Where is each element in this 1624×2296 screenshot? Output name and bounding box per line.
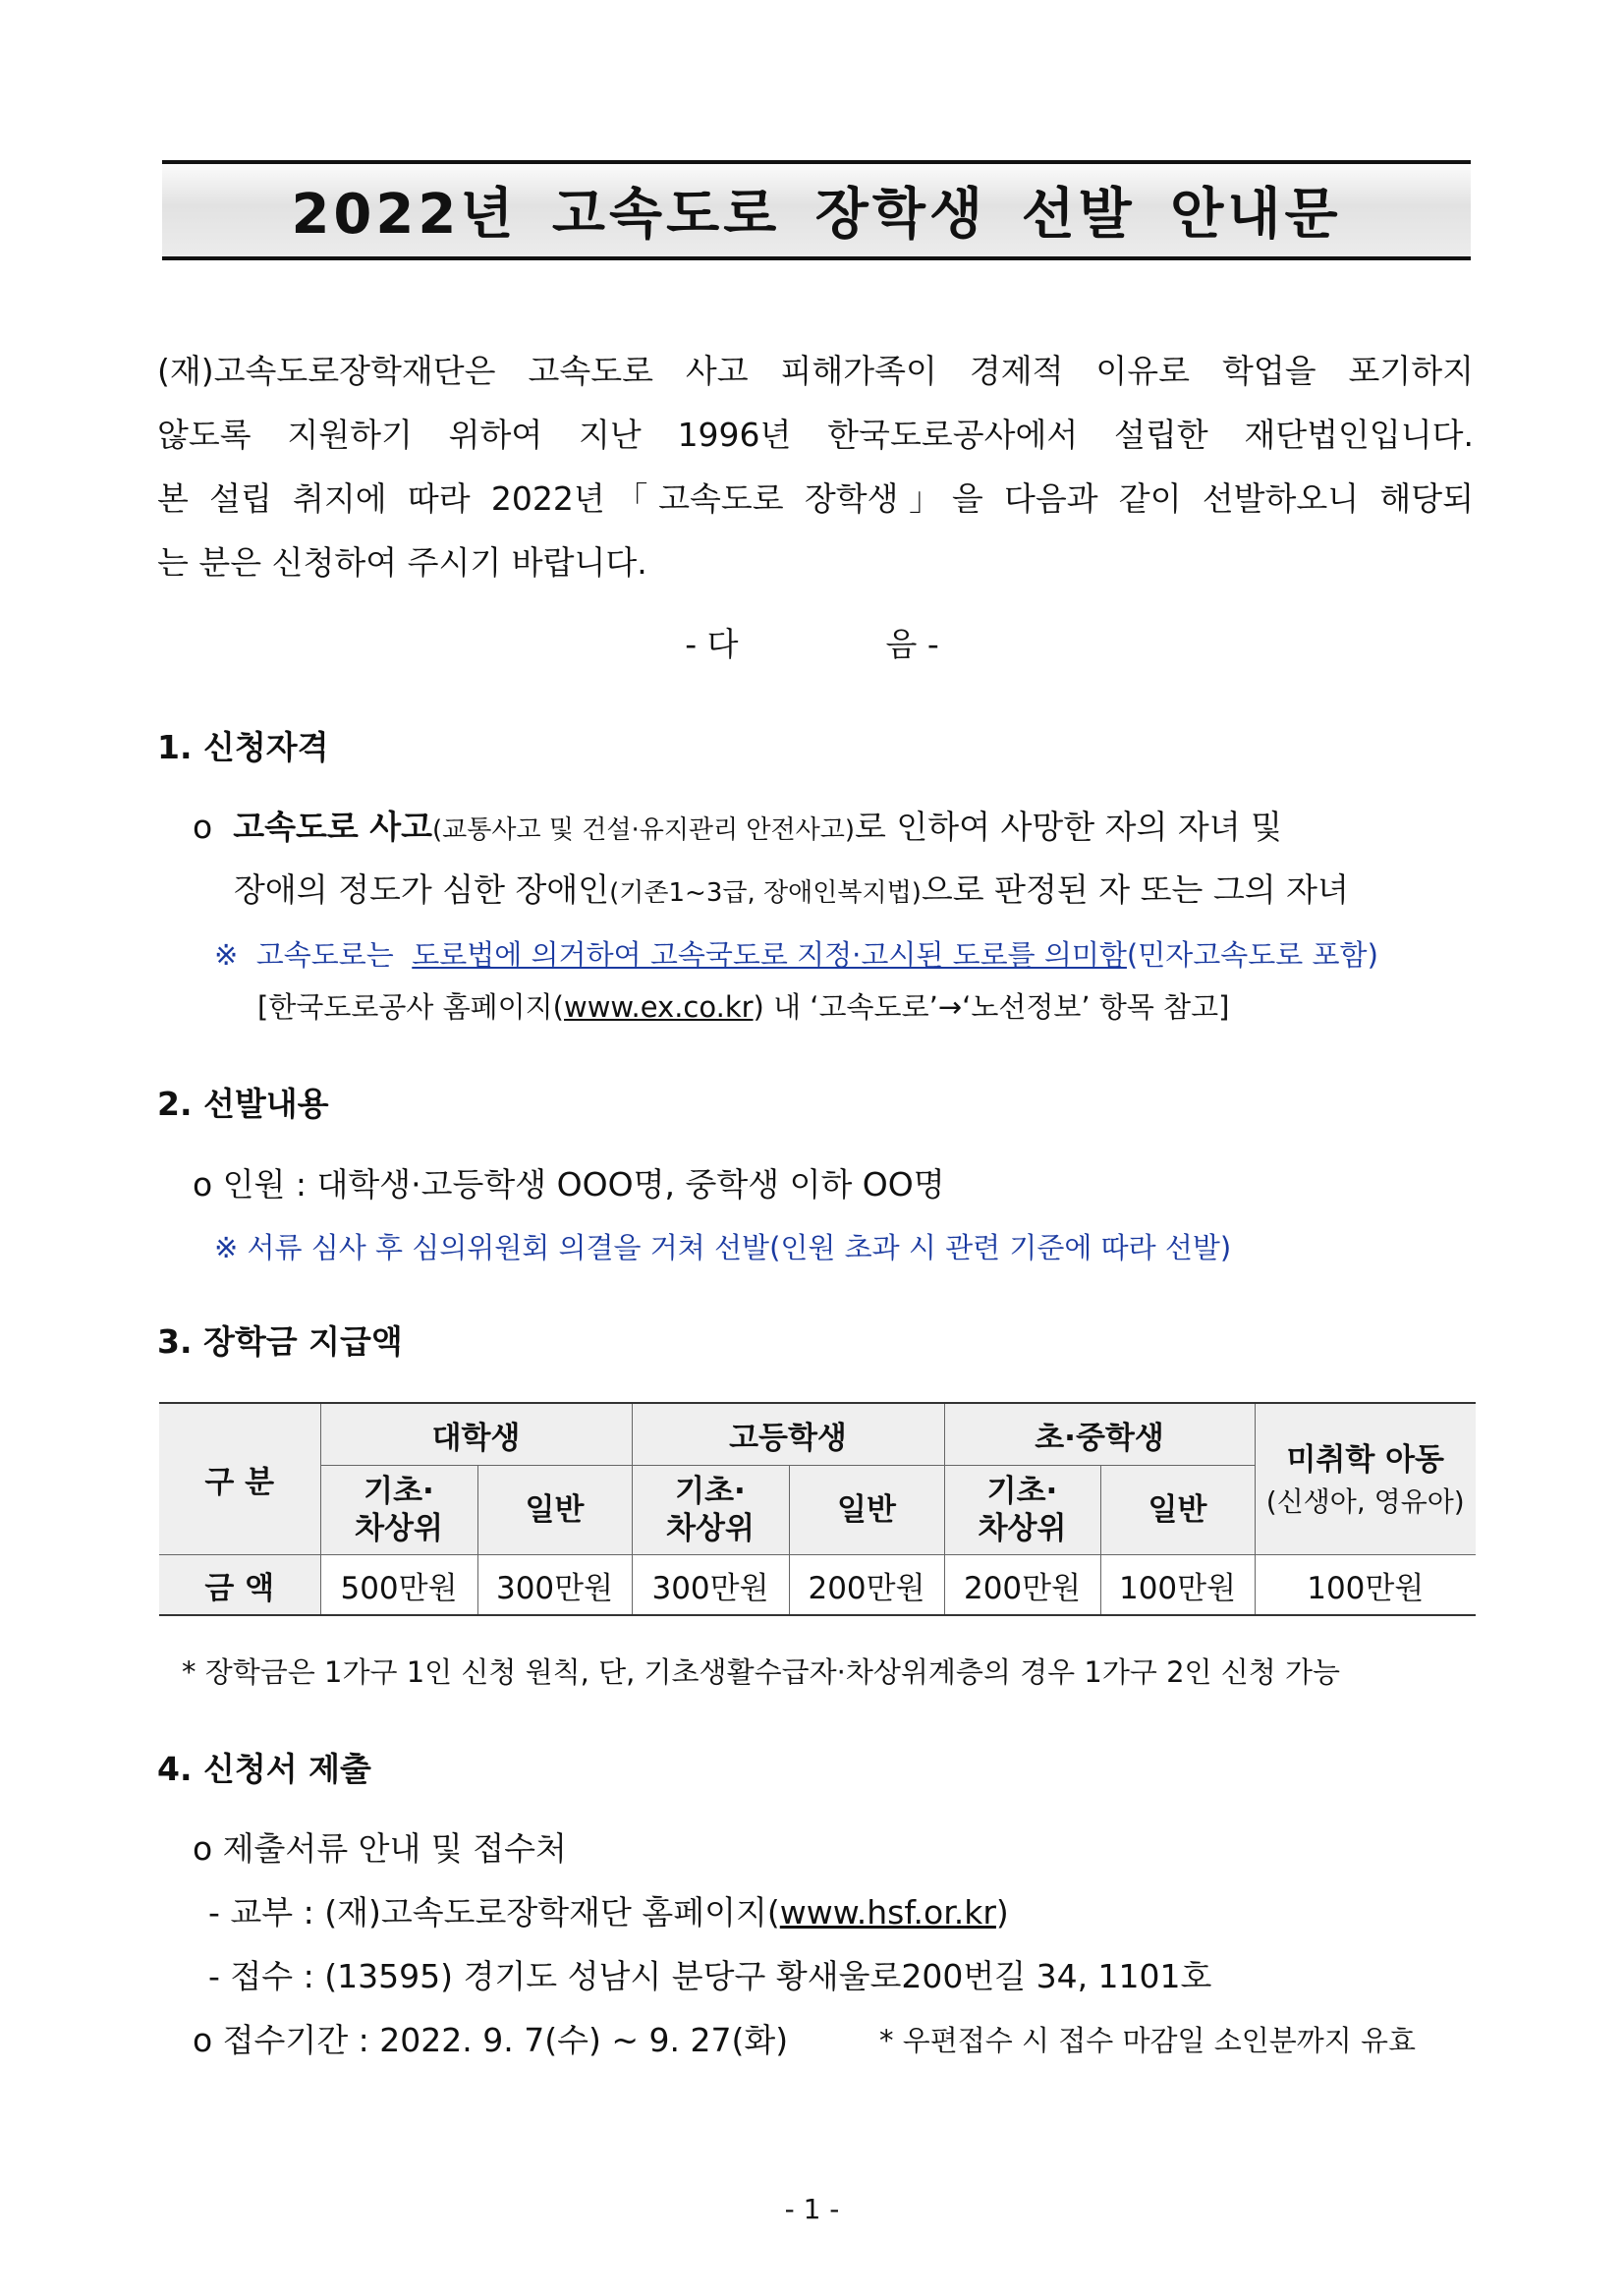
s1-note (214, 933, 1378, 974)
preschool-label: 미취학 아동 (1286, 1441, 1445, 1478)
s1-ref (257, 985, 1229, 1026)
section-2-heading: 2. 선발내용 (157, 1085, 329, 1123)
note-mark: ※ (214, 938, 239, 972)
s4-l2-a: - 교부 : (재)고속도로장학재단 홈페이지( (208, 1893, 780, 1932)
table-header-gubun: 구 분 (159, 1403, 320, 1555)
dagum-divider (0, 619, 1624, 665)
sub-univ-general: 일반 (477, 1466, 632, 1555)
sub-basic-1: 기초· (986, 1474, 1058, 1509)
s1-bold: 고속도로 사고 (233, 808, 432, 846)
s1-line-2 (234, 865, 1349, 911)
sub-high-basic (632, 1466, 789, 1555)
intro-line-2: 않도록 지원하기 위하여 지난 1996년 한국도로공사에서 설립한 재단법인입니다. (157, 416, 1474, 454)
s4-l4: o 접수기간 : 2022. 9. 7(수) ~ 9. 27(화) (193, 2021, 789, 2059)
table-header-elem-middle: 초·중학생 (944, 1403, 1255, 1466)
s1-l2-small: (기존1~3급, 장애인복지법) (609, 878, 922, 908)
s4-l4-note: * 우편접수 시 접수 마감일 소인분까지 유효 (879, 2024, 1417, 2057)
s1-line-1 (193, 802, 1282, 848)
sub-elem-general: 일반 (1100, 1466, 1255, 1555)
sub-basic-1: 기초· (675, 1474, 746, 1509)
amount-label: 금 액 (159, 1555, 320, 1616)
hsf-homepage-link[interactable]: www.hsf.or.kr (779, 1893, 996, 1932)
ex-homepage-link[interactable]: www.ex.co.kr (564, 990, 754, 1024)
sub-basic-2: 차상위 (978, 1511, 1067, 1546)
s1-rest: 로 인하여 사망한 자의 자녀 및 (855, 808, 1283, 846)
sub-univ-basic (320, 1466, 477, 1555)
intro-line-4: 는 분은 신청하여 주시기 바랍니다. (157, 543, 647, 582)
s1-note-underline: 도로법에 의거하여 고속국도로 지정·고시된 도로를 의미함 (412, 938, 1127, 972)
s4-line-3: - 접수 : (13595) 경기도 성남시 분당구 황새울로200번길 34, 1101호 (208, 1957, 1212, 1995)
s2-note: ※ 서류 심사 후 심의위원회 의결을 거쳐 선발(인원 초과 시 관련 기준에 따라 선발) (214, 1231, 1232, 1264)
amount-cell: 100만원 (1100, 1555, 1255, 1616)
s1-ref-b: ) 내 ‘고속도로’→‘노선정보’ 항목 참고] (753, 990, 1230, 1024)
section-3-heading: 3. 장학금 지급액 (157, 1322, 403, 1361)
amount-cell: 300만원 (477, 1555, 632, 1616)
s4-line-1: o 제출서류 안내 및 접수처 (193, 1829, 567, 1868)
page-number: - 1 - (784, 2193, 840, 2225)
bullet: o (193, 808, 213, 846)
sub-basic-2: 차상위 (666, 1511, 755, 1546)
table-header-highschool: 고등학생 (632, 1403, 944, 1466)
s2-line: o 인원 : 대학생·고등학생 OOO명, 중학생 이하 OO명 (193, 1165, 945, 1204)
s1-l2-b: 으로 판정된 자 또는 그의 자녀 (921, 870, 1349, 909)
page-title: 2022년 고속도로 장학생 선발 안내문 (291, 183, 1342, 247)
dagum-right: 음 - (885, 625, 939, 663)
s4-line-2 (208, 1887, 1009, 1933)
s4-l2-b: ) (995, 1893, 1009, 1932)
sub-elem-basic (944, 1466, 1100, 1555)
amount-cell: 100만원 (1255, 1555, 1476, 1616)
intro-line-3: 본 설립 취지에 따라 2022년「고속도로 장학생」을 다음과 같이 선발하오니 해당되 (157, 479, 1474, 518)
s4-line-4 (193, 2015, 788, 2061)
preschool-sub: (신생아, 영유아) (1265, 1484, 1465, 1518)
s1-note-b: (민자고속도로 포함) (1126, 938, 1378, 972)
title-box (162, 160, 1471, 260)
amount-cell: 200만원 (789, 1555, 944, 1616)
s1-small: (교통사고 및 건설·유지관리 안전사고) (431, 815, 856, 845)
intro-line-1: (재)고속도로장학재단은 고속도로 사고 피해가족이 경제적 이유로 학업을 포기하지 (157, 352, 1474, 390)
table-header-university: 대학생 (320, 1403, 632, 1466)
sub-basic-1: 기초· (364, 1474, 434, 1509)
section-4-heading: 4. 신청서 제출 (157, 1750, 371, 1788)
s1-l2-a: 장애의 정도가 심한 장애인 (234, 870, 610, 909)
s1-ref-a: [한국도로공사 홈페이지( (257, 990, 564, 1024)
dagum-left: - 다 (685, 625, 739, 663)
amount-cell: 200만원 (944, 1555, 1100, 1616)
scholarship-table (159, 1402, 1476, 1616)
sub-basic-2: 차상위 (355, 1511, 443, 1546)
s1-note-a: 고속도로는 (255, 938, 394, 972)
s3-footnote: * 장학금은 1가구 1인 신청 원칙, 단, 기초생활수급자·차상위계층의 경우 1가구 2인 신청 가능 (182, 1655, 1341, 1689)
amount-cell: 500만원 (320, 1555, 477, 1616)
amount-cell: 300만원 (632, 1555, 789, 1616)
table-header-preschool (1255, 1403, 1476, 1555)
sub-high-general: 일반 (789, 1466, 944, 1555)
section-1-heading: 1. 신청자격 (157, 728, 329, 766)
